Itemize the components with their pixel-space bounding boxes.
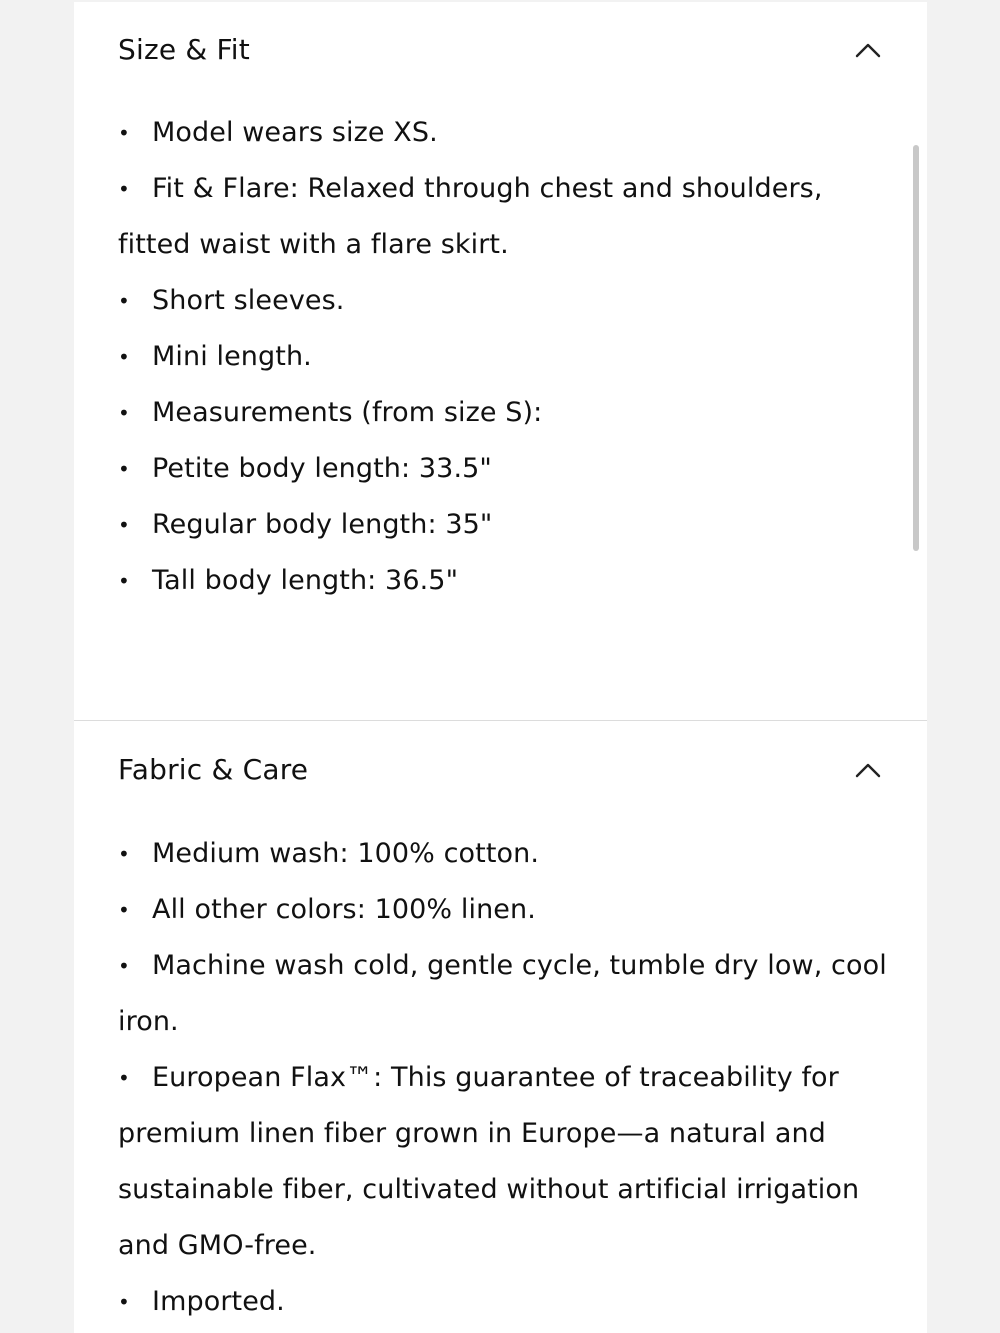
section-divider	[74, 720, 927, 721]
list-item: • Tall body length: 36.5"	[118, 553, 898, 609]
size-fit-list	[118, 105, 898, 609]
chevron-up-icon[interactable]	[853, 756, 883, 786]
size-fit-title: Size & Fit	[118, 33, 250, 66]
fabric-care-title: Fabric & Care	[118, 753, 309, 786]
bullet-icon: •	[118, 345, 130, 369]
product-details-panel	[74, 2, 927, 1333]
list-item: • Mini length.	[118, 329, 898, 385]
bullet-icon: •	[118, 842, 130, 866]
list-item: • Medium wash: 100% cotton.	[118, 826, 898, 882]
list-item: • Regular body length: 35"	[118, 497, 898, 553]
bullet-icon: •	[118, 121, 130, 145]
bullet-icon: •	[118, 177, 130, 201]
bullet-icon: •	[118, 1290, 130, 1314]
bullet-icon: •	[118, 954, 130, 978]
bullet-icon: •	[118, 898, 130, 922]
bullet-icon: •	[118, 401, 130, 425]
scrollbar-thumb[interactable]	[913, 145, 919, 551]
list-item: • Machine wash cold, gentle cycle, tumble dry low, cool iron.	[118, 938, 898, 1050]
list-item: • Petite body length: 33.5"	[118, 441, 898, 497]
size-fit-accordion-header[interactable]	[118, 32, 883, 72]
chevron-up-icon[interactable]	[853, 36, 883, 66]
bullet-icon: •	[118, 513, 130, 537]
fabric-care-list	[118, 826, 898, 1330]
list-item: • Short sleeves.	[118, 273, 898, 329]
list-item: • European Flax™: This guarantee of traceability for premium linen fiber grown in Europe—a natural and sustainable fiber, cultivated without artificial irrigation and GMO-free.	[118, 1050, 898, 1274]
list-item: • Measurements (from size S):	[118, 385, 898, 441]
bullet-icon: •	[118, 457, 130, 481]
fabric-care-accordion-header[interactable]	[118, 752, 883, 792]
bullet-icon: •	[118, 289, 130, 313]
list-item: • Fit & Flare: Relaxed through chest and shoulders, fitted waist with a flare skirt.	[118, 161, 898, 273]
bullet-icon: •	[118, 569, 130, 593]
list-item: • Imported.	[118, 1274, 898, 1330]
list-item: • Model wears size XS.	[118, 105, 898, 161]
bullet-icon: •	[118, 1066, 130, 1090]
list-item: • All other colors: 100% linen.	[118, 882, 898, 938]
